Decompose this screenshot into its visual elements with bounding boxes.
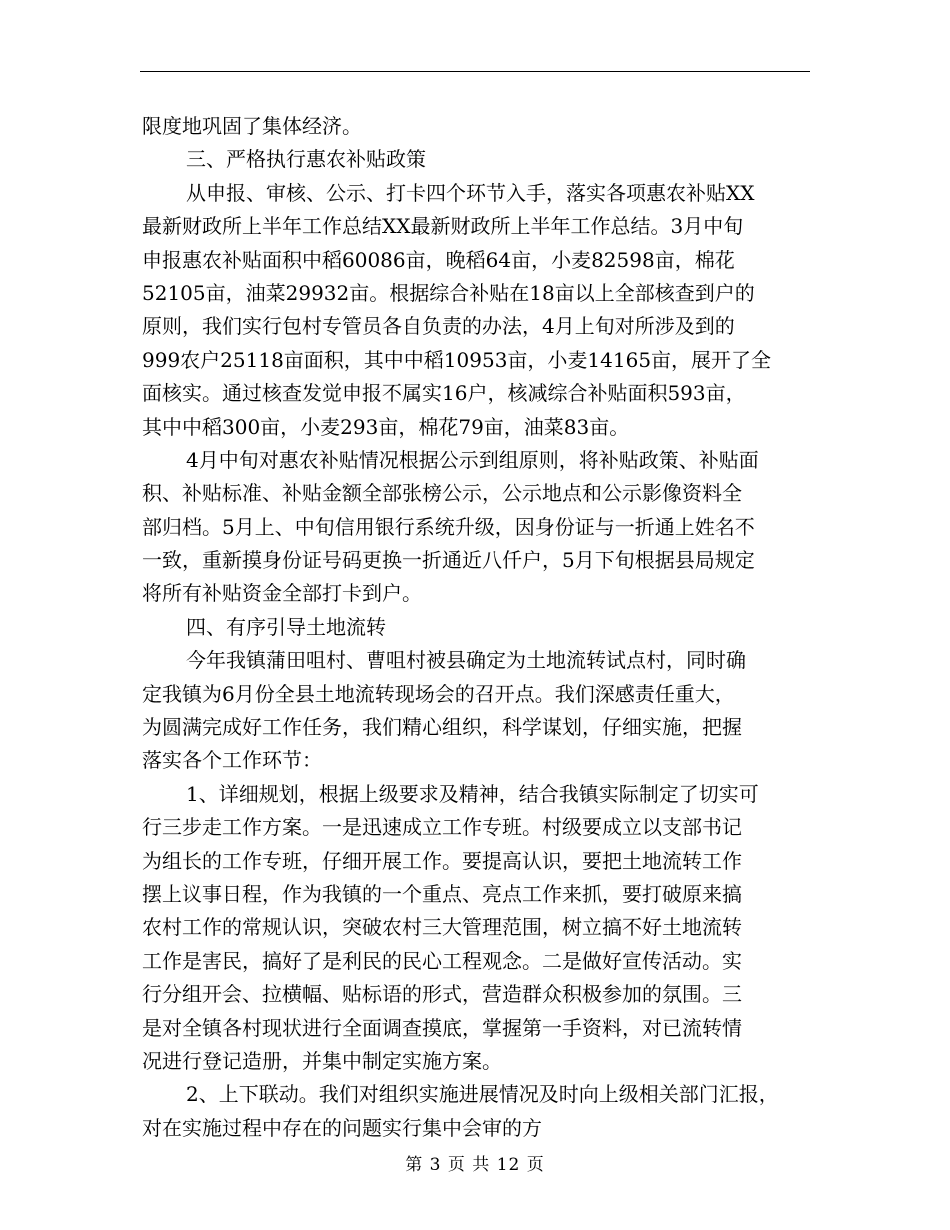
text-line: 是对全镇各村现状进行全面调查摸底，掌握第一手资料，对已流转情 <box>142 1015 742 1040</box>
text-line: 4月中旬对惠农补贴情况根据公示到组原则，将补贴政策、补贴面 <box>186 447 759 472</box>
text-line: 部归档。5月上、中旬信用银行系统升级，因身份证与一折通上姓名不 <box>142 514 755 539</box>
section-heading: 四、有序引导土地流转 <box>186 614 386 639</box>
text-line: 其中中稻300亩，小麦293亩，棉花79亩，油菜83亩。 <box>142 414 630 439</box>
text-line: 原则，我们实行包村专管员各自负责的办法，4月上旬对所涉及到的 <box>142 314 735 339</box>
text-line: 从申报、审核、公示、打卡四个环节入手，落实各项惠农补贴XX <box>186 180 755 205</box>
text-line: 一致，重新摸身份证号码更换一折通近八仟户，5月下旬根据县局规定 <box>142 548 755 573</box>
text-line: 面核实。通过核查发觉申报不属实16户，核减综合补贴面积593亩， <box>142 381 746 406</box>
text-line: 农村工作的常规认识，突破农村三大管理范围，树立搞不好土地流转 <box>142 915 742 940</box>
text-line: 行分组开会、拉横幅、贴标语的形式，营造群众积极参加的氛围。三 <box>142 982 742 1007</box>
text-line: 2、上下联动。我们对组织实施进展情况及时向上级相关部门汇报， <box>186 1082 779 1107</box>
text-line: 999农户25118亩面积，其中中稻10953亩，小麦14165亩，展开了全 <box>142 347 772 372</box>
section-heading: 三、严格执行惠农补贴政策 <box>186 147 426 172</box>
text-line: 况进行登记造册，并集中制定实施方案。 <box>142 1048 502 1073</box>
text-line: 积、补贴标准、补贴金额全部张榜公示，公示地点和公示影像资料全 <box>142 481 742 506</box>
document-body <box>142 110 818 1145</box>
text-line: 摆上议事日程，作为我镇的一个重点、亮点工作来抓，要打破原来搞 <box>142 881 742 906</box>
text-line: 最新财政所上半年工作总结XX最新财政所上半年工作总结。3月中旬 <box>142 214 744 239</box>
text-line: 对在实施过程中存在的问题实行集中会审的方 <box>142 1115 542 1140</box>
text-line: 今年我镇蒲田咀村、曹咀村被县确定为土地流转试点村，同时确 <box>186 648 746 673</box>
text-line: 为组长的工作专班，仔细开展工作。要提高认识，要把土地流转工作 <box>142 848 742 873</box>
text-line: 限度地巩固了集体经济。 <box>142 114 362 138</box>
page-number-footer: 第 3 页 共 12 页 <box>405 1155 545 1175</box>
text-line: 申报惠农补贴面积中稻60086亩，晚稻64亩，小麦82598亩，棉花 <box>142 247 735 272</box>
text-line: 行三步走工作方案。一是迅速成立工作专班。村级要成立以支部书记 <box>142 815 742 840</box>
text-line: 1、详细规划，根据上级要求及精神，结合我镇实际制定了切实可 <box>186 781 759 806</box>
text-line: 为圆满完成好工作任务，我们精心组织，科学谋划，仔细实施，把握 <box>142 715 742 740</box>
text-line: 定我镇为6月份全县土地流转现场会的召开点。我们深感责任重大， <box>142 681 735 706</box>
text-line: 将所有补贴资金全部打卡到户。 <box>142 581 422 606</box>
text-line: 落实各个工作环节： <box>142 748 322 773</box>
text-line: 52105亩，油菜29932亩。根据综合补贴在18亩以上全部核查到户的 <box>142 280 755 305</box>
text-line: 工作是害民，搞好了是利民的民心工程观念。二是做好宣传活动。实 <box>142 948 742 973</box>
header-rule <box>140 71 810 72</box>
